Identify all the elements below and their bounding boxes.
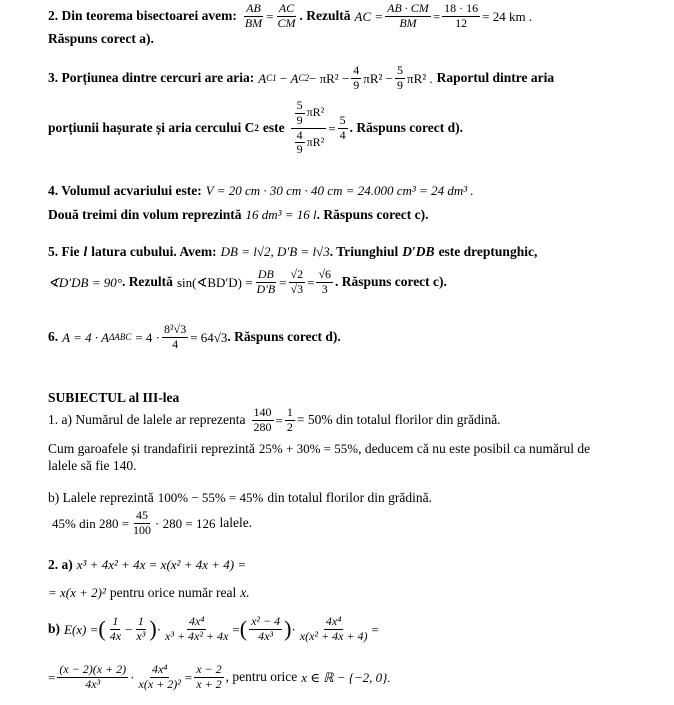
item-5-line1: 5. Fie l latura cubului. Avem: DB = l√2, D′B = l√3 . Triunghiul D′DB este dreptunghic,: [48, 244, 538, 260]
item-6-line: 6. A = 4 · A ΔABC = 4 · $\frac{\text{8²√3}}{4}$ = 64√3 . Răspuns corect d).: [48, 321, 341, 351]
problem-2b-line1: b) E(x) = ( $\frac{1}{4x}$ − $\frac{1}{\text{x³}}$ ) · $\frac{\text{4x⁴}}{\text{x³ + 4x² + 4x}}$ = ( $\frac{\text{x² − 4}}{\text{4x³}}$ ) · $\frac{\text{4x⁴}}{\text{x(x² + 4x + 4)}}$ =: [48, 613, 379, 643]
fraction: $\frac{\text{4x⁴}}{\text{x(x + 2)²}}$: [138, 661, 181, 691]
problem-2b-line2: = $\frac{(x - 2)(x + 2)}{\text{4x³}}$ · $\frac{\text{4x⁴}}{\text{x(x + 2)²}}$ = $\frac{x - 2}{x + 2}$ , pentru orice x ∈ ℝ − {−2, 0}.: [48, 661, 391, 691]
fraction: $\frac{AC}{CM}$: [277, 0, 296, 30]
fraction: $\frac{5}{9}$: [397, 62, 403, 92]
problem-1a-line1: 1. a) Numărul de lalele ar reprezenta $\frac{140}{280}$ = $\frac{1}{2}$ = 50% din totalul florilor din grădină.: [48, 404, 501, 434]
fraction: $\frac{(x - 2)(x + 2)}{\text{4x³}}$: [59, 661, 127, 691]
fraction: $\frac{140}{280}$: [253, 404, 272, 434]
item-3-line1: 3. Porțiunea dintre cercuri are aria: A C1 − A C2 − πR² − $\frac{4}{9}$ πR² − $\frac{5}{9}$ πR² . Raportul dintre aria: [48, 62, 555, 92]
fraction: $\frac{1}{\text{x³}}$: [136, 613, 146, 643]
fraction: $\frac{DB}{D'B}$: [256, 266, 276, 296]
fraction: $\frac{√2}{√3}$: [290, 266, 304, 296]
fraction: $\frac{5}{4}$: [339, 112, 346, 142]
fraction: $\frac{√6}{3}$: [318, 266, 332, 296]
item-2-lead: 2. Din teorema bisectoarei avem:: [48, 8, 237, 24]
fraction: $\frac{45}{100}$: [133, 507, 152, 537]
item-4-line2: Două treimi din volum reprezintă 16 dm³ = 16 l . Răspuns corect c).: [48, 207, 429, 223]
fraction: $\frac{\text{4x⁴}}{\text{x³ + 4x² + 4x}}$: [165, 613, 229, 643]
item-5-line2: ∢D′DB = 90° . Rezultă sin(∢BD′D) = $\frac{DB}{D'B}$ = $\frac{√2}{√3}$ = $\frac{√6}{3}$ . Răspuns corect c).: [48, 266, 447, 296]
fraction: $\frac{\text{x² − 4}}{\text{4x³}}$: [251, 613, 281, 643]
fraction: $\frac{18 \cdot 16}{12}$: [444, 0, 479, 30]
fraction: $\frac{1}{4x}$: [109, 613, 122, 643]
fraction: $\frac{4}{9}$: [353, 62, 360, 92]
item-4-line1: 4. Volumul acvariului este: V = 20 cm · 30 cm · 40 cm = 24.000 cm³ = 24 dm³ .: [48, 183, 474, 199]
compound-fraction: $\frac{5}{9}$ πR² $\frac{4}{9}$ πR²: [291, 99, 327, 157]
problem-1a-line2: Cum garoafele și trandafirii reprezintă 25% + 30% = 55% , deducem că nu este posibil ca numărul de: [48, 441, 591, 457]
fraction: $\frac{1}{2}$: [286, 404, 293, 434]
fraction: $\frac{x - 2}{x + 2}$: [196, 661, 222, 691]
problem-1a-line3: lalele să fie 140.: [48, 458, 137, 473]
problem-1b-line2: 45% din 280 = $\frac{45}{100}$ · 280 = 126 lalele.: [52, 507, 253, 537]
section-title: SUBIECTUL al III-lea: [48, 390, 180, 405]
problem-2a-line2: = x(x + 2)² pentru orice număr real x.: [48, 585, 250, 601]
item-2-answer: Răspuns corect a).: [48, 31, 154, 46]
fraction: $\frac{\text{8²√3}}{4}$: [164, 321, 187, 351]
problem-2a-line1: 2. a) x³ + 4x² + 4x = x(x² + 4x + 4) =: [48, 557, 247, 573]
fraction: $\frac{AB}{BM}$: [244, 0, 263, 30]
fraction: $\frac{\text{4x⁴}}{\text{x(x² + 4x + 4)}}$: [299, 613, 368, 643]
problem-1b-line1: b) Lalele reprezintă 100% − 55% = 45% din totalul florilor din grădină.: [48, 490, 432, 506]
item-3-line2: porțiunii hașurate și aria cercului C 2 este $\frac{5}{9}$ πR² $\frac{4}{9}$ πR² = $\frac{5}{4}$ . Răspuns corect d).: [48, 97, 464, 157]
item-2-line1: 2. Din teorema bisectoarei avem: $\frac{AB}{BM}$ = $\frac{AC}{CM}$ . Rezultă AC = $\frac{AB \cdot CM}{BM}$ = $\frac{18 \cdot 16}{12}$ = 24 km .: [48, 0, 533, 30]
fraction: $\frac{AB \cdot CM}{BM}$: [387, 0, 429, 30]
